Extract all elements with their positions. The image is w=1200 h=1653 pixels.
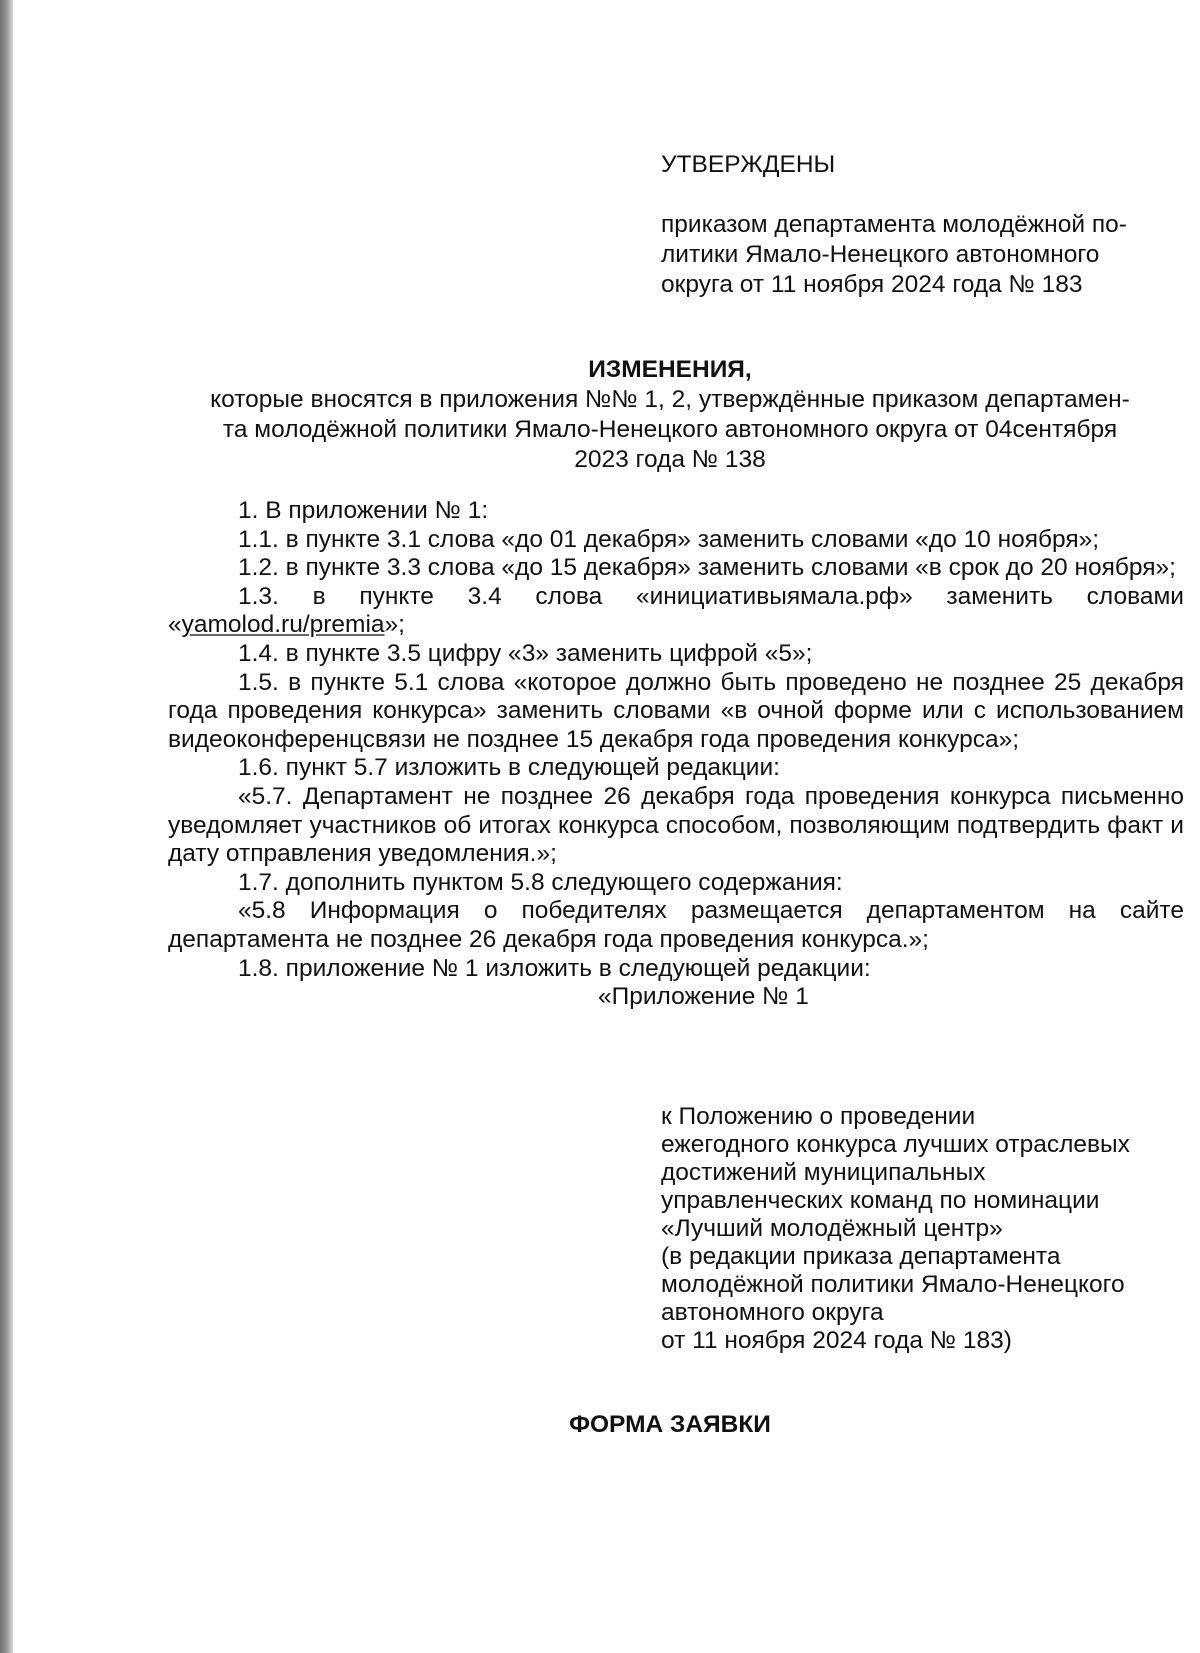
changes-title: ИЗМЕНЕНИЯ,	[588, 356, 752, 383]
quote-close: »;	[384, 611, 405, 639]
item-1-1: 1.1. в пункте 3.1 слова «до 01 декабря» заменить словами «до 10 ноября»;	[238, 525, 1100, 553]
changes-subtitle: которые вносятся в приложения №№ 1, 2, утверждённые приказом департамен- та молодёжной политики Ямало-Ненецкого автономного округа от 04сентября 2023 года № 138	[210, 386, 1130, 473]
quote-open: «	[168, 611, 182, 639]
item-1-2: 1.2. в пункте 3.3 слова «до 15 декабря» заменить словами «в срок до 20 ноября»;	[238, 554, 1176, 582]
item-1-7-quote: «5.8 Информация о победителях размещается департаментом на сайте департамента не позднее 26 декабря года проведения конкурса.»;	[168, 897, 1184, 953]
form-title: ФОРМА ЗАЯВКИ	[569, 1411, 771, 1438]
changes-body	[168, 497, 1184, 1012]
item-1-4: 1.4. в пункте 3.5 цифру «3» заменить цифрой «5»;	[238, 639, 813, 667]
item-1-6-quote: «5.7. Департамент не позднее 26 декабря года проведения конкурса письменно уведомляет участников об итогах конкурса способом, позволяющим подтвердить факт и дату отправления уведомления.»;	[168, 782, 1184, 868]
item-1-8: 1.8. приложение № 1 изложить в следующей редакции:	[238, 954, 871, 982]
approval-block	[661, 150, 1161, 300]
approval-text: приказом департамента молодёжной по- литики Ямало-Ненецкого автономного округа от 11 ноября 2024 года № 183	[661, 211, 1127, 298]
item-1-6: 1.6. пункт 5.7 изложить в следующей редакции:	[238, 754, 780, 782]
changes-heading	[160, 355, 1180, 475]
annex-reference: к Положению о проведении ежегодного конкурса лучших отраслевых достижений муниципальных управленческих команд по номинации «Лучший молодёжный центр» (в редакции приказа департамента молодёжной политики Ямало-Ненецкого автономного округа от 11 ноября 2024 года № 183)	[661, 1103, 1130, 1354]
approval-title: УТВЕРЖДЕНЫ	[661, 151, 836, 178]
item-1-5: 1.5. в пункте 5.1 слова «которое должно быть проведено не позднее 25 декабря года проведения конкурса» заменить словами «в очной форме или с использованием видеоконференцсвязи не позднее 15 декабря года проведения конкурса»;	[168, 668, 1184, 753]
annex-title: «Приложение № 1	[598, 983, 809, 1011]
premia-link[interactable]: yamolod.ru/premia	[181, 611, 385, 639]
item-1-3-continuation	[168, 611, 1184, 640]
item-1: 1. В приложении № 1:	[238, 497, 489, 524]
item-1-3: 1.3. в пункте 3.4 слова «инициативыямала.рф» заменить словами	[238, 582, 1184, 610]
item-1-7: 1.7. дополнить пунктом 5.8 следующего содержания:	[238, 868, 843, 896]
